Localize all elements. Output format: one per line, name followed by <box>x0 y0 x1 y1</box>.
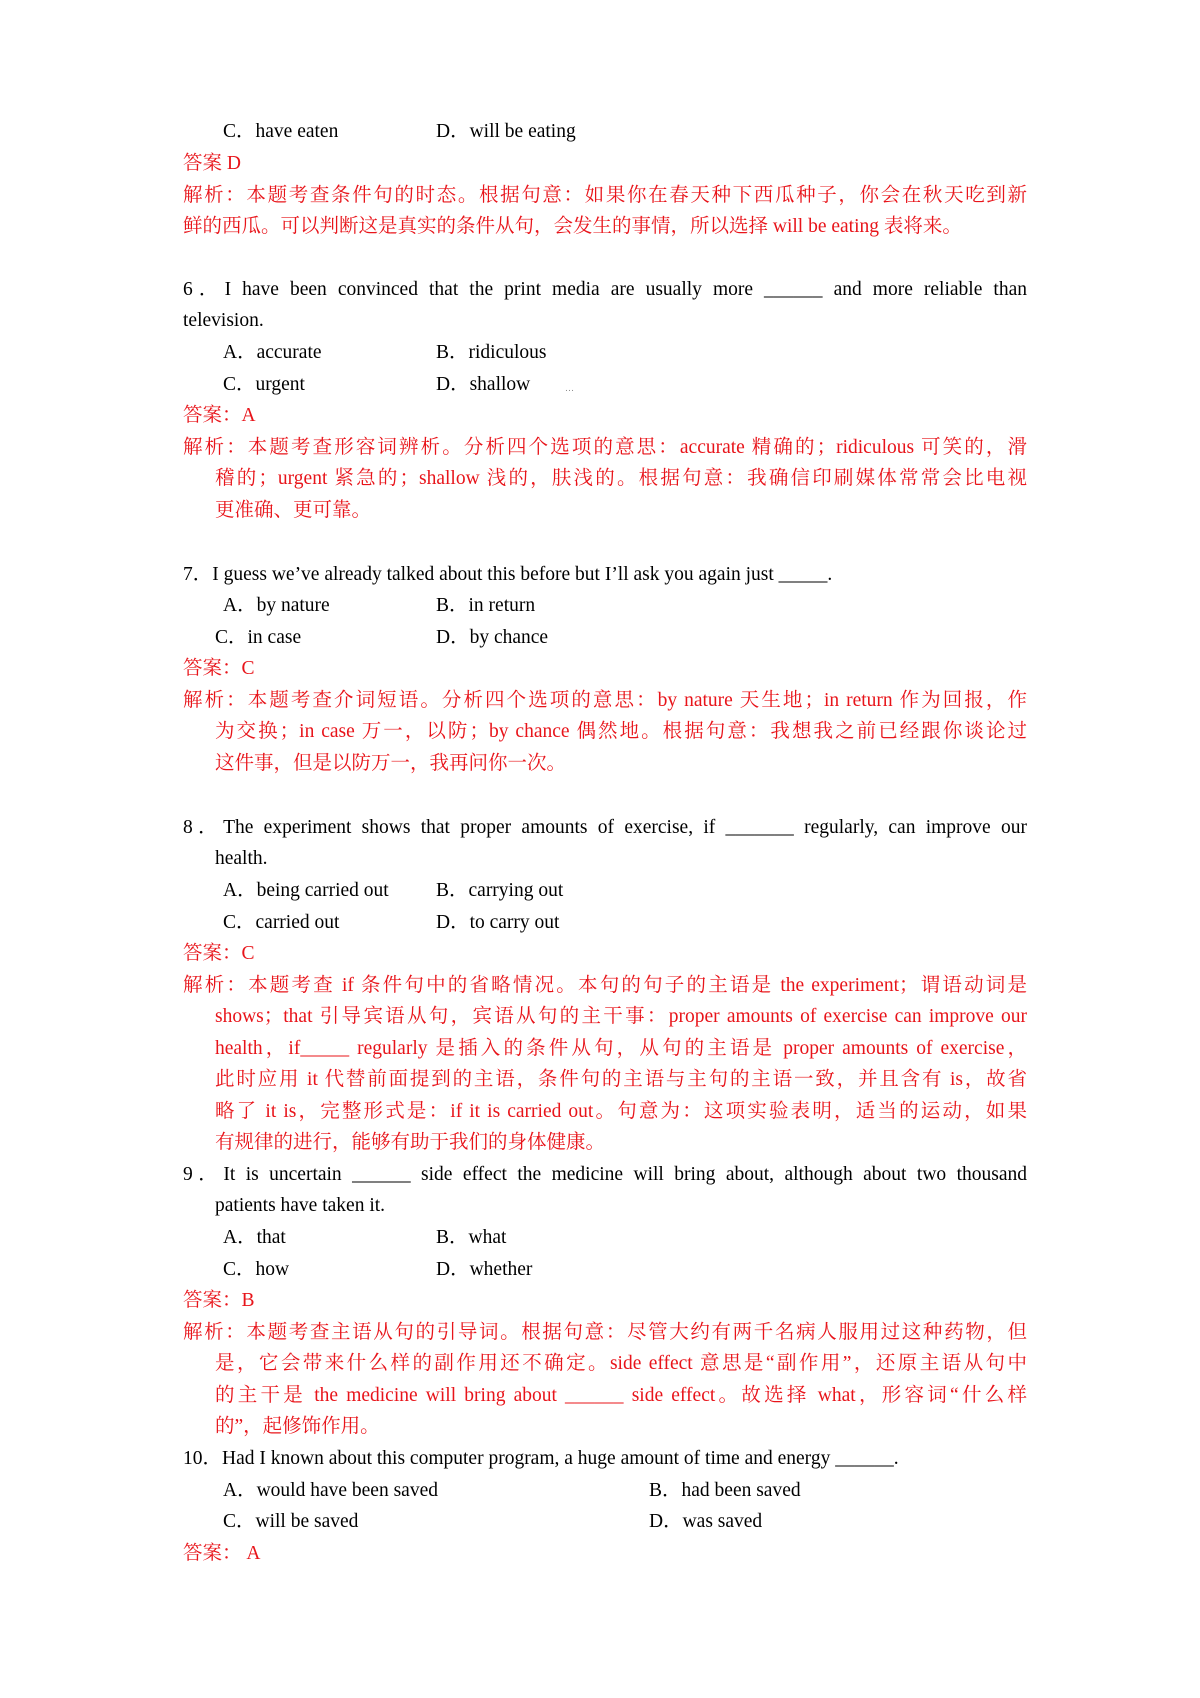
q9-stem-line-2: patients have taken it. <box>215 1195 386 1216</box>
q10-stem-line-1: 10．Had I known about this computer program, a huge amount of time and energy ______. <box>183 1448 899 1469</box>
q10-option-d: D．was saved <box>649 1511 763 1532</box>
q9-option-b: B．what <box>436 1227 507 1248</box>
q7-explanation-line-2: 为交换；in case 万一，以防；by chance 偶然地。根据句意：我想我之前已经跟你谈论过 <box>215 721 1027 742</box>
q7-explanation-line-3: 这件事，但是以防万一，我再问你一次。 <box>215 753 567 774</box>
q5-option-d: D．will be eating <box>436 121 576 142</box>
q7-option-c: C．in case <box>215 627 302 648</box>
q6-explanation-line-2: 稽的；urgent 紧急的；shallow 浅的，肤浅的。根据句意：我确信印刷媒体常常会比电视 <box>215 468 1027 489</box>
q6-answer: 答案：A <box>183 405 256 426</box>
q7-option-b: B．in return <box>436 595 536 616</box>
q8-explanation-line-4: 此时应用 it 代替前面提到的主语，条件句的主语与主句的主语一致，并且含有 is，故省 <box>215 1069 1027 1090</box>
q6-stem-line-1: 6．I have been convinced that the print media are usually more ______ and more reliable than <box>183 279 1027 300</box>
q9-option-c: C．how <box>223 1259 290 1280</box>
q10-option-c: C．will be saved <box>223 1511 359 1532</box>
q9-option-a: A．that <box>223 1227 286 1248</box>
q7-explanation-line-1: 解析：本题考查介词短语。分析四个选项的意思：by nature 天生地；in return 作为回报，作 <box>183 690 1027 711</box>
q5-answer: 答案 D <box>183 153 241 174</box>
q6-option-c: C．urgent <box>223 374 305 395</box>
q6-option-d: D．shallow <box>436 374 531 395</box>
q8-explanation-line-3: health，if_____ regularly 是插入的条件从句，从句的主语是 proper amounts of exercise， <box>215 1038 1027 1059</box>
q10-option-b: B．had been saved <box>649 1480 801 1501</box>
q6-option-a: A．accurate <box>223 342 322 363</box>
q8-explanation-line-1: 解析：本题考查 if 条件句中的省略情况。本句的句子的主语是 the experiment；谓语动词是 <box>183 975 1027 996</box>
q7-option-a: A．by nature <box>223 595 330 616</box>
q8-answer: 答案：C <box>183 943 255 964</box>
q9-explanation-line-3: 的主干是 the medicine will bring about ______ side effect。故选择 what，形容词“什么样 <box>215 1385 1027 1406</box>
q6-stem-line-2: television. <box>183 310 264 331</box>
q6-option-b: B．ridiculous <box>436 342 547 363</box>
q9-explanation-line-4: 的”，起修饰作用。 <box>215 1416 380 1437</box>
q7-option-d: D．by chance <box>436 627 549 648</box>
q10-answer: 答案： A <box>183 1543 261 1564</box>
q8-explanation-line-6: 有规律的进行，能够有助于我们的身体健康。 <box>215 1132 606 1153</box>
q5-option-c: C．have eaten <box>223 121 339 142</box>
q5-explanation-line-1: 解析：本题考查条件句的时态。根据句意：如果你在春天种下西瓜种子，你会在秋天吃到新 <box>183 185 1027 206</box>
q8-option-c: C．carried out <box>223 912 340 933</box>
q8-option-b: B．carrying out <box>436 880 564 901</box>
q7-answer: 答案：C <box>183 658 255 679</box>
q5-explanation-line-2: 鲜的西瓜。可以判断这是真实的条件从句，会发生的事情，所以选择 will be eating 表将来。 <box>183 216 962 237</box>
q9-explanation-line-2: 是，它会带来什么样的副作用还不确定。side effect 意思是“副作用”，还原主语从句中 <box>215 1353 1027 1374</box>
q8-explanation-line-5: 略了 it is，完整形式是：if it is carried out。句意为：这项实验表明，适当的运动，如果 <box>215 1101 1027 1122</box>
q8-option-d: D．to carry out <box>436 912 560 933</box>
q8-stem-line-2: health. <box>215 848 268 869</box>
q8-stem-line-1: 8．The experiment shows that proper amounts of exercise, if _______ regularly, can improve our <box>183 817 1027 838</box>
stray-mark: … <box>565 383 574 393</box>
q8-explanation-line-2: shows；that 引导宾语从句，宾语从句的主干事：proper amounts of exercise can improve our <box>215 1006 1027 1027</box>
q8-option-a: A．being carried out <box>223 880 389 901</box>
q7-stem-line-1: 7．I guess we’ve already talked about this before but I’ll ask you again just _____. <box>183 564 833 585</box>
q10-option-a: A．would have been saved <box>223 1480 438 1501</box>
q9-explanation-line-1: 解析：本题考查主语从句的引导词。根据句意：尽管大约有两千名病人服用过这种药物，但 <box>183 1322 1027 1343</box>
q9-option-d: D．whether <box>436 1259 533 1280</box>
q9-stem-line-1: 9．It is uncertain ______ side effect the medicine will bring about, although about two thousand <box>183 1164 1027 1185</box>
q6-explanation-line-1: 解析：本题考查形容词辨析。分析四个选项的意思：accurate 精确的；ridiculous 可笑的，滑 <box>183 437 1027 458</box>
q6-explanation-line-3: 更准确、更可靠。 <box>215 500 372 521</box>
q9-answer: 答案：B <box>183 1290 255 1311</box>
